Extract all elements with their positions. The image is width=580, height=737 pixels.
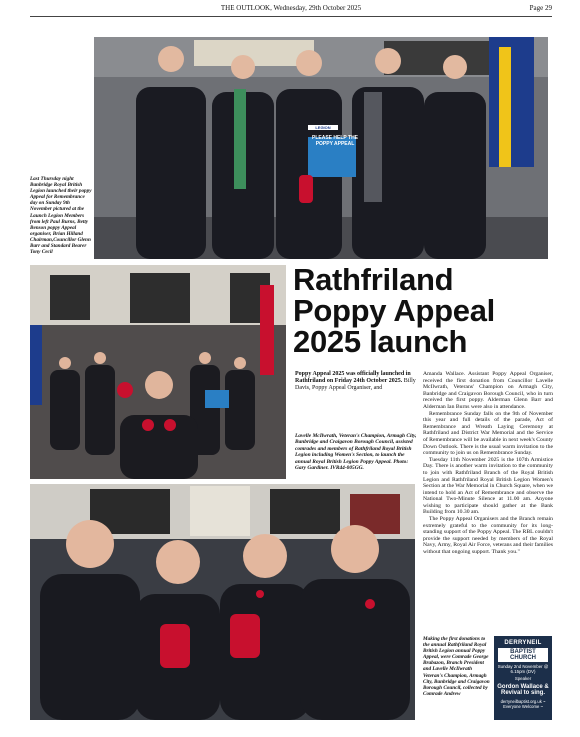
article-lead [295,371,417,392]
ad-title: DERRYNEIL [504,640,542,646]
header-rule [30,16,552,17]
headline-line-1: Rathfriland [293,262,454,297]
photo-rathfriland-group [30,265,286,479]
lead-bold: Poppy Appeal 2025 was officially launched in Rathfriland on Friday 24th October 2025. [295,371,411,384]
ad-subtitle: BAPTIST CHURCH [498,648,548,662]
photo3-caption: Making the first donations to the annual Rathfriland Royal British Legion annual Poppy Appeal, were Comrade George Brabazon, Branch President and Lavelle McIlwrath Veteran's Champion, Armagh City, Banbridge and Craigavon Borough Council, collected by Comrade Andrew [423,636,490,697]
body-paragraph: Remembrance Sunday falls on the 9th of November this year and full details of the parade, Act of Remembrance and Wreath Laying Ceremony at Rathfriland and District War Memorial and the Service of Remembrance will be available in next week's County Down Outlook. There is the usual warm invitation to the community to join us on Remembrance Sunday. [423,410,553,457]
article-body [423,371,553,556]
page-number: Page 29 [529,4,552,12]
article-headline [293,264,553,357]
ad-speaker: Gordon Wallace & Revival to sing. [497,683,549,697]
body-paragraph: Amanda Wallace. Assistant Poppy Appeal Organiser, received the first donation from Councillor Lavelle McIlwrath, Veterans' Champion on Armagh City, Banbridge and Craigavon Borough Council, who in turn received the first poppy. Alderman Glenn Barr and Alderman Ian Burns were also in attendance. [423,371,553,410]
page-header [30,3,552,15]
ad-date: Sunday 2nd November @ 6.15pm (DV) [497,664,549,675]
photo2-caption: Lavelle McIlwrath, Veteran's Champion, Armagh City, Banbridge and Craigavon Borough Council, assisted comrades and members of Rathfriland Royal British Legion including Women's Section, to launch the annual Royal British Legion Poppy Appeal. Photo: Gary Gardiner. IVR44-005GG. [295,433,417,472]
body-paragraph: The Poppy Appeal Organisers and the Branch remain extremely grateful to the community for its long-standing support of the Poppy Appeal. The RBL couldn't provide the support needed by members of the Royal Navy, Army, Royal Air Force, veterans and their families without that ongoing support. Thank you." [423,516,553,556]
headline-line-2: Poppy Appeal [293,293,495,328]
body-paragraph: Tuesday 11th November 2025 is the 107th Armistice Day. There is another warm invitation to the community to join with Rathfriland Branch of the Royal British Legion and Rathfriland Royal British Legion Women's Section at the War Memorial in Church Square, when we intend to hold an Act of Remembrance and observe the National Two-Minute Silence at 11.00 am. Anyone wishing to participate should gather at the Bank Building from 10.30 am. [423,456,553,516]
banner-text: PLEASE HELP THE POPPY APPEAL [311,135,359,147]
ad-contact: derryneilbaptist.org.uk ~ Everyone Welcome ~ [500,698,546,709]
legion-label: LEGION [308,125,338,130]
lead-rest: Billy Davis, Poppy Appeal Organiser, and [295,378,416,391]
header-date: THE OUTLOOK, Wednesday, 29th October 2025 [220,4,362,12]
photo-banbridge-launch [94,37,548,259]
church-advert [494,636,552,720]
photo1-caption: Last Thursday night Banbridge Royal British Legion launched their poppy Appeal for Remembrance day on Sunday 9th November pictured at the Launch Legion Members from left Paul Burns, Betty Benson poppy Appeal organiser, Brian Hilland Chairman,Councillor Glenn Barr and Standard Bearer Tony Cecil [30,176,92,256]
ad-speaker-label: Speaker [514,676,532,682]
photo-first-donations [30,484,415,720]
headline-line-3: 2025 launch [293,324,468,359]
